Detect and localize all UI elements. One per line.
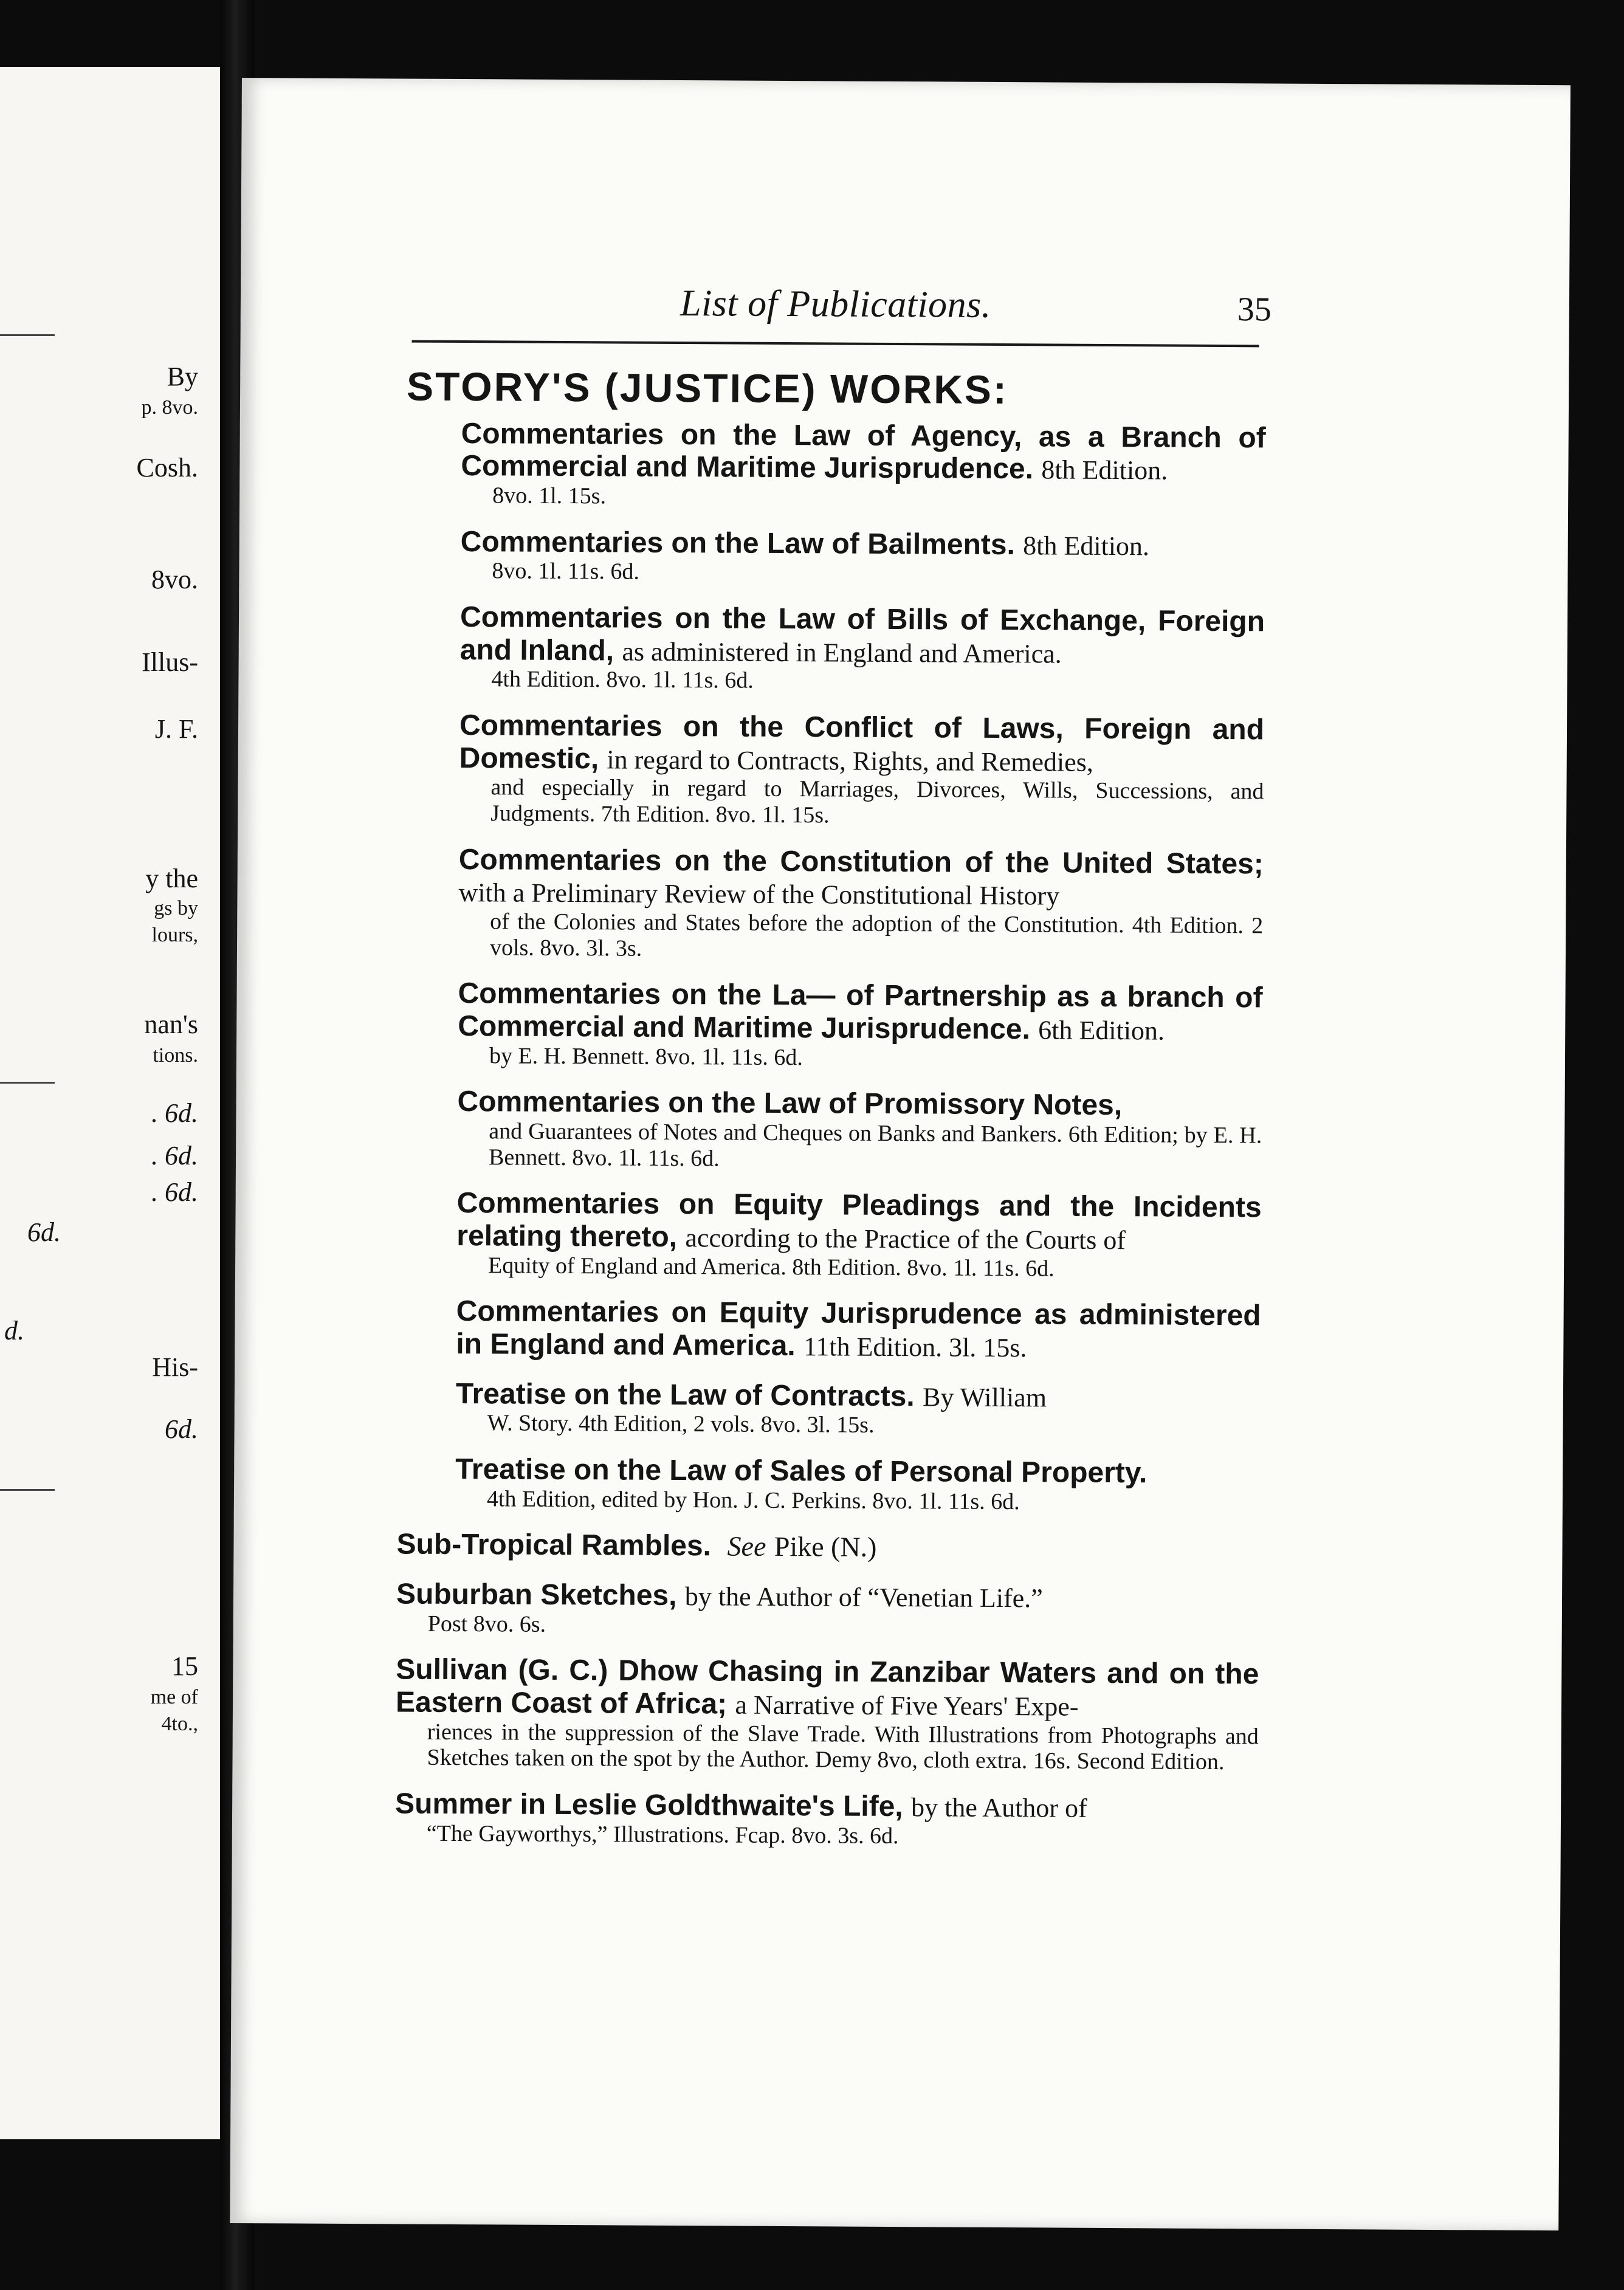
entry-title-rest: 11th Edition. 3l. 15s. bbox=[803, 1332, 1027, 1363]
left-page-fragment: me of bbox=[150, 1686, 198, 1708]
entry-details: W. Story. 4th Edition, 2 vols. 8vo. 3l. 15s. bbox=[487, 1410, 875, 1439]
left-page-fragment: tions. bbox=[153, 1044, 198, 1067]
running-header-title: List of Publications. bbox=[680, 283, 991, 326]
publication-list bbox=[395, 364, 1267, 1868]
entry-title-rest: 6th Edition. bbox=[1038, 1015, 1165, 1046]
list-entry bbox=[397, 1377, 1261, 1440]
entry-title: Commentaries on Equity Pleadings and the Incidents relating thereto, bbox=[456, 1187, 1262, 1253]
list-entry bbox=[397, 1295, 1261, 1365]
entry-title: Commentaries on the Law of Bailments. bbox=[460, 525, 1016, 561]
entry-details: riences in the suppression of the Slave Trade. With Illustrations from Photographs and Sketches taken on the spot by the Author. Demy 8vo, cloth extra. 16s. Second Edition. bbox=[427, 1719, 1259, 1775]
list-entry bbox=[396, 1578, 1260, 1641]
entry-title-rest: 8th Edition. bbox=[1041, 455, 1168, 486]
left-page-fragment: 15 bbox=[171, 1651, 198, 1681]
entry-details: 4th Edition. 8vo. 1l. 11s. 6d. bbox=[491, 666, 754, 694]
entry-title: Treatise on the Law of Contracts. bbox=[455, 1377, 915, 1412]
entry-title: Summer in Leslie Goldthwaite's Life, bbox=[394, 1787, 903, 1823]
entry-details: 4th Edition, edited by Hon. J. C. Perkins. 8vo. 1l. 11s. 6d. bbox=[486, 1485, 1020, 1515]
left-page-fragment: 6d. bbox=[27, 1217, 61, 1247]
entry-details: and Guarantees of Notes and Cheques on Banks and Bankers. 6th Edition; by E. H. Bennett. 8vo. 1l. 11s. 6d. bbox=[488, 1118, 1262, 1171]
entry-details: 8vo. 1l. 15s. bbox=[492, 483, 607, 509]
entry-cross-reference: Pike (N.) bbox=[774, 1531, 877, 1563]
entry-title-rest: By William bbox=[922, 1381, 1047, 1413]
left-page-rule bbox=[0, 334, 55, 336]
entry-title-rest: 8th Edition. bbox=[1023, 530, 1150, 561]
left-page-fragment: nan's bbox=[144, 1009, 198, 1039]
section-heading: STORY'S (JUSTICE) WORKS: bbox=[406, 363, 1009, 413]
entry-title-rest: with a Preliminary Review of the Constitutional History bbox=[458, 878, 1060, 911]
left-page-fragment: His- bbox=[152, 1352, 198, 1382]
entry-title: Commentaries on the Law of Bills of Exchange, Foreign and Inland, bbox=[459, 600, 1265, 667]
header-rule bbox=[412, 340, 1259, 348]
list-entry bbox=[396, 1528, 1259, 1566]
list-entry bbox=[399, 1085, 1262, 1175]
entry-title-rest: in regard to Contracts, Rights, and Remedies, bbox=[607, 744, 1094, 777]
left-page-fragment: 8vo. bbox=[151, 565, 198, 594]
list-entry bbox=[395, 1654, 1259, 1776]
entry-details: by E. H. Bennett. 8vo. 1l. 11s. 6d. bbox=[489, 1042, 803, 1070]
entry-title: Sub-Tropical Rambles. bbox=[396, 1528, 712, 1563]
publication-page bbox=[230, 78, 1571, 2230]
left-page-fragment: . 6d. bbox=[151, 1098, 198, 1128]
entry-details: Post 8vo. 6s. bbox=[427, 1611, 546, 1637]
entry-details: Equity of England and America. 8th Edition. 8vo. 1l. 11s. 6d. bbox=[487, 1252, 1055, 1282]
entry-details: of the Colonies and States before the adoption of the Constitution. 4th Edition. 2 vols. 8vo. 3l. 3s. bbox=[489, 909, 1264, 961]
left-page-fragment: y the bbox=[145, 864, 198, 893]
entry-details: and especially in regard to Marriages, Divorces, Wills, Successions, and Judgments. 7th Edition. 8vo. 1l. 15s. bbox=[490, 774, 1264, 828]
entry-title-rest: a Narrative of Five Years' Expe- bbox=[735, 1690, 1079, 1722]
list-entry bbox=[398, 1187, 1262, 1283]
entry-title: Treatise on the Law of Sales of Personal Property. bbox=[455, 1453, 1147, 1490]
left-page-fragment: lours, bbox=[151, 924, 198, 946]
entry-title: Commentaries on the Law of Promissory Notes, bbox=[457, 1085, 1123, 1122]
entry-title: Sullivan (G. C.) Dhow Chasing in Zanzibar Waters and on the Eastern Coast of Africa; bbox=[395, 1653, 1259, 1721]
list-entry bbox=[402, 525, 1265, 588]
left-page-fragment: p. 8vo. bbox=[141, 396, 198, 419]
running-header bbox=[412, 281, 1272, 334]
page-number: 35 bbox=[1237, 291, 1272, 329]
list-entry bbox=[402, 417, 1266, 513]
list-entry bbox=[397, 1453, 1261, 1516]
entry-details: 8vo. 1l. 11s. 6d. bbox=[492, 558, 640, 585]
left-page-fragment: Cosh. bbox=[136, 453, 198, 483]
left-page-fragment: By bbox=[167, 362, 198, 391]
list-entry bbox=[401, 709, 1264, 831]
entry-title-rest: by the Author of bbox=[910, 1792, 1087, 1823]
left-page-fragment: gs by bbox=[154, 897, 198, 920]
left-page-fragment: 6d. bbox=[165, 1414, 198, 1444]
entry-title-rest: according to the Practice of the Courts of bbox=[685, 1222, 1126, 1255]
list-entry bbox=[400, 843, 1264, 965]
entry-see-reference: See bbox=[727, 1530, 766, 1563]
entry-title: Commentaries on the La— of Partnership as a branch of Commercial and Maritime Jurisprudence. bbox=[458, 977, 1263, 1046]
entry-details: “The Gayworthys,” Illustrations. Fcap. 8vo. 3s. 6d. bbox=[426, 1820, 899, 1849]
entry-title: Commentaries on the Law of Agency, as a Branch of Commercial and Maritime Jurisprudence. bbox=[461, 417, 1266, 486]
list-entry bbox=[399, 977, 1263, 1073]
left-page-rule bbox=[0, 1489, 55, 1491]
list-entry bbox=[401, 600, 1265, 696]
left-page-fragment: J. F. bbox=[154, 714, 198, 744]
entry-title: Suburban Sketches, bbox=[396, 1578, 677, 1612]
entry-title: Commentaries on the Conflict of Laws, Foreign and Domestic, bbox=[459, 709, 1265, 775]
left-page-fragment: . 6d. bbox=[151, 1141, 198, 1171]
entry-title-rest: as administered in England and America. bbox=[622, 636, 1062, 669]
entry-title-rest: by the Author of “Venetian Life.” bbox=[684, 1581, 1043, 1614]
facing-page-left bbox=[0, 67, 224, 2139]
entry-title: Commentaries on the Constitution of the United States; bbox=[458, 843, 1264, 880]
entry-title: Commentaries on Equity Jurisprudence as administered in England and America. bbox=[456, 1295, 1261, 1362]
left-page-fragment: Illus- bbox=[142, 647, 198, 677]
list-entry bbox=[395, 1787, 1259, 1851]
left-page-rule bbox=[0, 1082, 55, 1084]
left-page-fragment: 4to., bbox=[161, 1713, 198, 1735]
left-page-fragment: d. bbox=[4, 1316, 24, 1346]
left-page-fragment: . 6d. bbox=[151, 1177, 198, 1207]
